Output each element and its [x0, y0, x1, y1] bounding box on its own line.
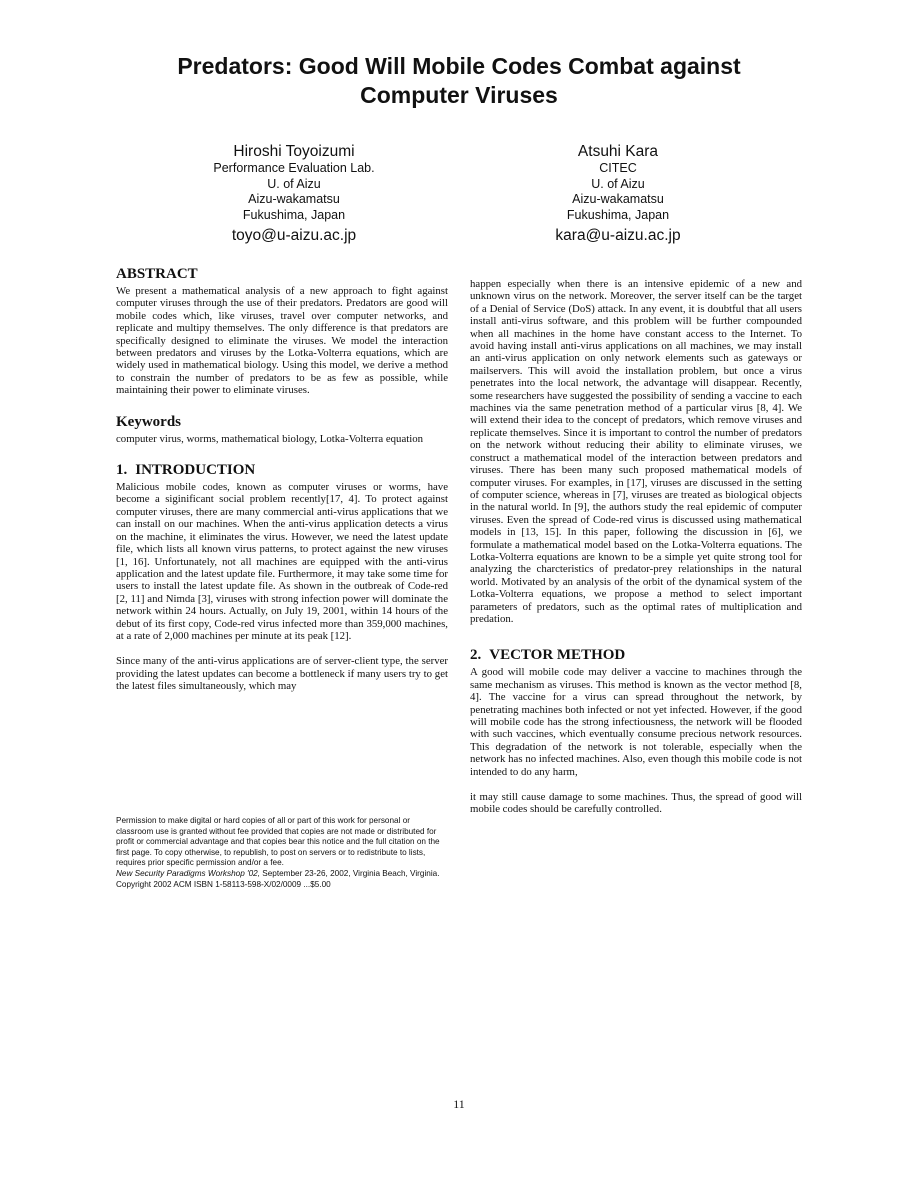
- author-country: Fukushima, Japan: [242, 207, 346, 222]
- paper-title: [100, 52, 818, 110]
- right-column: [470, 278, 802, 816]
- section-title: INTRODUCTION: [135, 462, 256, 479]
- section-number: 1.: [116, 462, 128, 479]
- intro-heading: [116, 462, 448, 479]
- copyright-line: Copyright 2002 ACM ISBN 1-58113-598-X/02/0009 ...$5.00: [116, 879, 331, 889]
- permission-text: Permission to make digital or hard copies of all or part of this work for personal or classroom use is granted without fee provided that copies are not made or distributed for profit or commercial advantage and that copies bear this notice and the full citation on the first page. To copy otherwise, to republish, to post on servers or to redistribute to lists, requires prior specific permission and/or a fee.: [116, 816, 440, 868]
- author-name: Hiroshi Toyoizumi: [233, 143, 355, 160]
- intro-paragraph: Since many of the anti-virus applications are of server-client type, the server providing the latest updates can become a bottleneck if many users try to get the latest files simultaneously, which may: [116, 655, 448, 693]
- author-city: Aizu-wakamatsu: [248, 192, 340, 206]
- permission-notice: [116, 816, 448, 890]
- author-city: Aizu-wakamatsu: [572, 192, 664, 206]
- workshop-details: September 23-26, 2002, Virginia Beach, Virginia.: [260, 868, 440, 878]
- keywords-text: computer virus, worms, mathematical biology, Lotka-Volterra equation: [116, 432, 424, 445]
- workshop-name: New Security Paradigms Workshop '02,: [116, 868, 260, 878]
- vector-method-paragraph: A good will mobile code may deliver a vaccine to machines through the same mechanism as viruses. This method is known as the vector method [8, 4]. The vaccine for a virus can spread throughout the network, by penetrating machines both infected or not yet infected. However, if the good will mobile code has the strong infectiousness, the network will be flooded with such vaccines, which eventually consume precious network resources. This degradation of the network is not tolerable, especially when the network has no infected machines. Also, even though this mobile code is not intended to do any harm,: [470, 666, 802, 778]
- author-university: U. of Aizu: [591, 176, 645, 191]
- section-title: VECTOR METHOD: [489, 647, 626, 664]
- vector-method-heading: [470, 647, 802, 664]
- left-column: [116, 266, 448, 693]
- vector-method-paragraph: it may still cause damage to some machines. Thus, the spread of good will mobile codes should be carefully controlled.: [470, 791, 802, 816]
- title-line-1: Predators: Good Will Mobile Codes Combat against: [177, 53, 741, 79]
- intro-paragraph: happen especially when there is an intensive epidemic of a new and unknown virus on the network. Moreover, the server itself can be the target of a Denial of Service (DoS) attack. In any event, it is doubtful that all users install anti-virus software, and this problem will be further compounded when all machines in the home have constant access to the Internet. To avoid having install anti-virus applications on all machines, we may install an anti-virus application on only network elements such as gateways or mailservers. This will avoid the installation problem, but once a virus penetrates into the local network, the advantage will disappear. Recently, some researchers have suggested the possibility of sending a vaccine to each machines via the same penetration method of a particular virus [8, 4]. We will extend their idea to the concept of predators, which remove viruses and replicate themselves. Since it is important to control the number of predators on the network without reducing their ability to eliminate viruses, we construct a mathematical model of the interaction between predators and viruses. There has been many such proposed mathematical models of computer viruses. For examples, in [17], viruses are discussed in the setting of computer science, whereas in [7], viruses are treated as biological objects in the natural world. In [9], the authors study the real epidemic of computer viruses. Even the spread of Code-red virus is discussed using mathematical models in [13, 15]. In this paper, following the discussion in [6], we formulate a mathematical model based on the Lotka-Volterra equations. The Lotka-Volterra equations are known to be a simple yet quite strong tool for analyzing the charcteristics of predator-prey relationships in the natural world. Motivated by an analysis of the orbit of the dynamical system of the Lotka-Volterra equations, we propose a method to select important parameters of predators, such as the optimal rates of multiplication and predation.: [470, 278, 802, 625]
- abstract-text: We present a mathematical analysis of a new approach to fight against computer viruses through the use of their predators. Predators are good will mobile codes which, like viruses, travel over computer networks, and replicate and multipy themselves. The only difference is that predators are specifically designed to eliminate the viruses. We model the interaction between predators and viruses by the Lotka-Volterra equations, which are widely used in mathematical biology. Using this model, we derive a method to constrain the number of predators to be as few as possible, while maintaining their power to eliminate viruses.: [116, 285, 448, 397]
- author-email[interactable]: kara@u-aizu.ac.jp: [555, 227, 681, 244]
- author-block-2: [468, 142, 768, 246]
- section-number: 2.: [470, 647, 482, 664]
- intro-paragraph: Malicious mobile codes, known as computer viruses or worms, have become a siginificant social problem recently[17, 4]. To protect against computer viruses, there are many commercial anti-virus applications that we can install on our machines. When the anti-virus application detects a virus on the machine, it eliminates the virus. However, we need the latest update file, which lists all known virus patterns, to protect against the new viruses [1, 16]. Unfortunately, not all machines are equipped with the anti-virus application and the latest update file. Furthermore, it may take some time for users to install the latest update file. As shown in the outbreak of Code-red [2, 11] and Nimda [3], viruses with strong infection power will dominate the network within 24 hours. Actually, on July 19, 2001, within 14 hours of the debut of its first copy, Code-red virus infected more than 359,000 machines, at a rate of 2,000 machines per minute at its peak [12].: [116, 481, 448, 642]
- title-line-2: Computer Viruses: [360, 82, 558, 108]
- author-country: Fukushima, Japan: [566, 207, 670, 222]
- author-affiliation: Performance Evaluation Lab.: [213, 161, 375, 175]
- author-email[interactable]: toyo@u-aizu.ac.jp: [231, 227, 357, 244]
- author-university: U. of Aizu: [267, 176, 321, 191]
- page-number: 11: [453, 1097, 465, 1111]
- abstract-heading: ABSTRACT: [116, 266, 198, 282]
- author-block-1: [144, 142, 444, 246]
- author-affiliation: CITEC: [599, 161, 637, 175]
- author-name: Atsuhi Kara: [577, 143, 659, 160]
- keywords-heading: Keywords: [116, 413, 181, 430]
